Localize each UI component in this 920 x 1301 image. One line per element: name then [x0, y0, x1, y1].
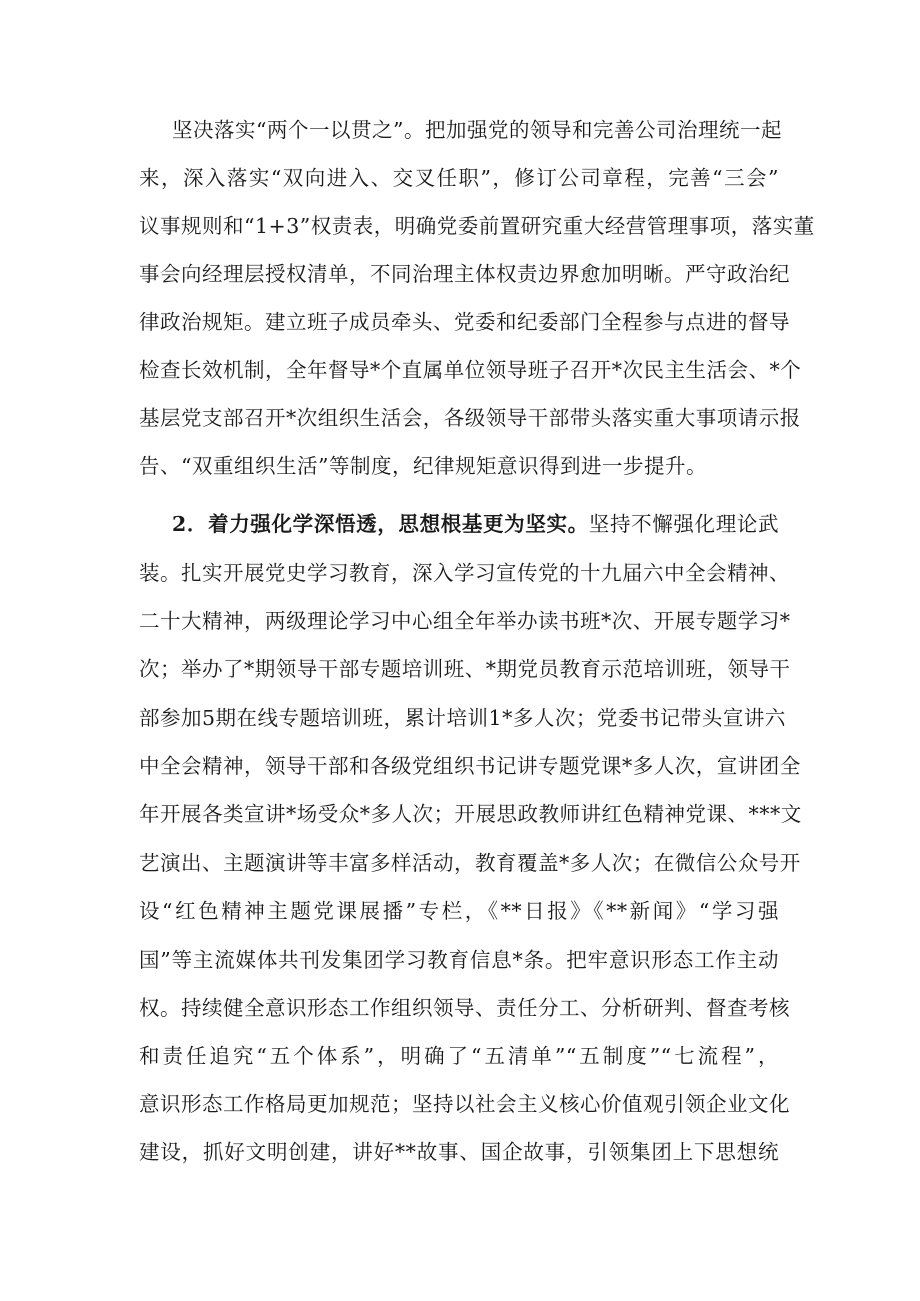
paragraph-1-line-6: 检查长效机制，全年督导*个直属单位领导班子召开*次民主生活会、*个	[139, 358, 802, 382]
paragraph-1-line-4: 事会向经理层授权清单，不同治理主体权责边界愈加明晰。严守政治纪	[139, 262, 790, 286]
paragraph-2-line-8: 艺演出、主题演讲等丰富多样活动，教育覆盖*多人次；在微信公众号开	[139, 851, 801, 875]
paragraph-2-line-2: 装。扎实开展党史学习教育，深入学习宣传党的十九届六中全会精神、	[139, 561, 790, 585]
paragraph-2-line-13: 意识形态工作格局更加规范；坚持以社会主义核心价值观引领企业文化	[139, 1092, 790, 1116]
paragraph-1-line-3: 议事规则和“1+3”权责表，明确党委前置研究重大经营管理事项，落实董	[139, 214, 815, 238]
paragraph-2-line-12: 和责任追究“五个体系”，明确了“五清单”“五制度”“七流程”，	[139, 1044, 779, 1068]
paragraph-1-line-7: 基层党支部召开*次组织生活会，各级领导干部带头落实重大事项请示报	[139, 406, 801, 430]
paragraph-1-line-8: 告、“双重组织生活”等制度，纪律规矩意识得到进一步提升。	[139, 454, 707, 478]
paragraph-2-line-10: 国”等主流媒体共刊发集团学习教育信息*条。把牢意识形态工作主动	[139, 948, 779, 972]
paragraph-1-line-5: 律政治规矩。建立班子成员牵头、党委和纪委部门全程参与点进的督导	[139, 310, 790, 334]
paragraph-2-line-7: 年开展各类宣讲*场受众*多人次；开展思政教师讲红色精神党课、***文	[139, 802, 802, 826]
paragraph-1-line-2: 来，深入落实“双向进入、交叉任职”，修订公司章程，完善“三会”	[139, 166, 779, 190]
paragraph-2-line-1-text: 坚持不懈强化理论武	[588, 512, 780, 536]
paragraph-2-line-9: 设“红色精神主题党课展播”专栏，《**日报》《**新闻》“学习强	[139, 899, 779, 923]
paragraph-2-line-14: 建设，抓好文明创建，讲好**故事、国企故事，引领集团上下思想统	[139, 1140, 779, 1164]
paragraph-2-line-1	[172, 512, 779, 536]
paragraph-2-line-11: 权。持续健全意识形态工作组织领导、责任分工、分析研判、督查考核	[139, 996, 790, 1020]
paragraph-2-line-6: 中全会精神，领导干部和各级党组织书记讲专题党课*多人次，宣讲团全	[139, 754, 801, 778]
paragraph-2-line-4: 次；举办了*期领导干部专题培训班、*期党员教育示范培训班，领导干	[139, 657, 791, 681]
section-heading: 2．着力强化学深悟透，思想根基更为坚实。	[172, 512, 589, 536]
paragraph-2-line-5: 部参加5期在线专题培训班，累计培训1*多人次；党委书记带头宣讲六	[139, 706, 786, 730]
paragraph-1-line-1: 坚决落实“两个一以贯之”。把加强党的领导和完善公司治理统一起	[172, 118, 782, 142]
paragraph-2-line-3: 二十大精神，两级理论学习中心组全年举办读书班*次、开展专题学习*	[139, 609, 791, 633]
